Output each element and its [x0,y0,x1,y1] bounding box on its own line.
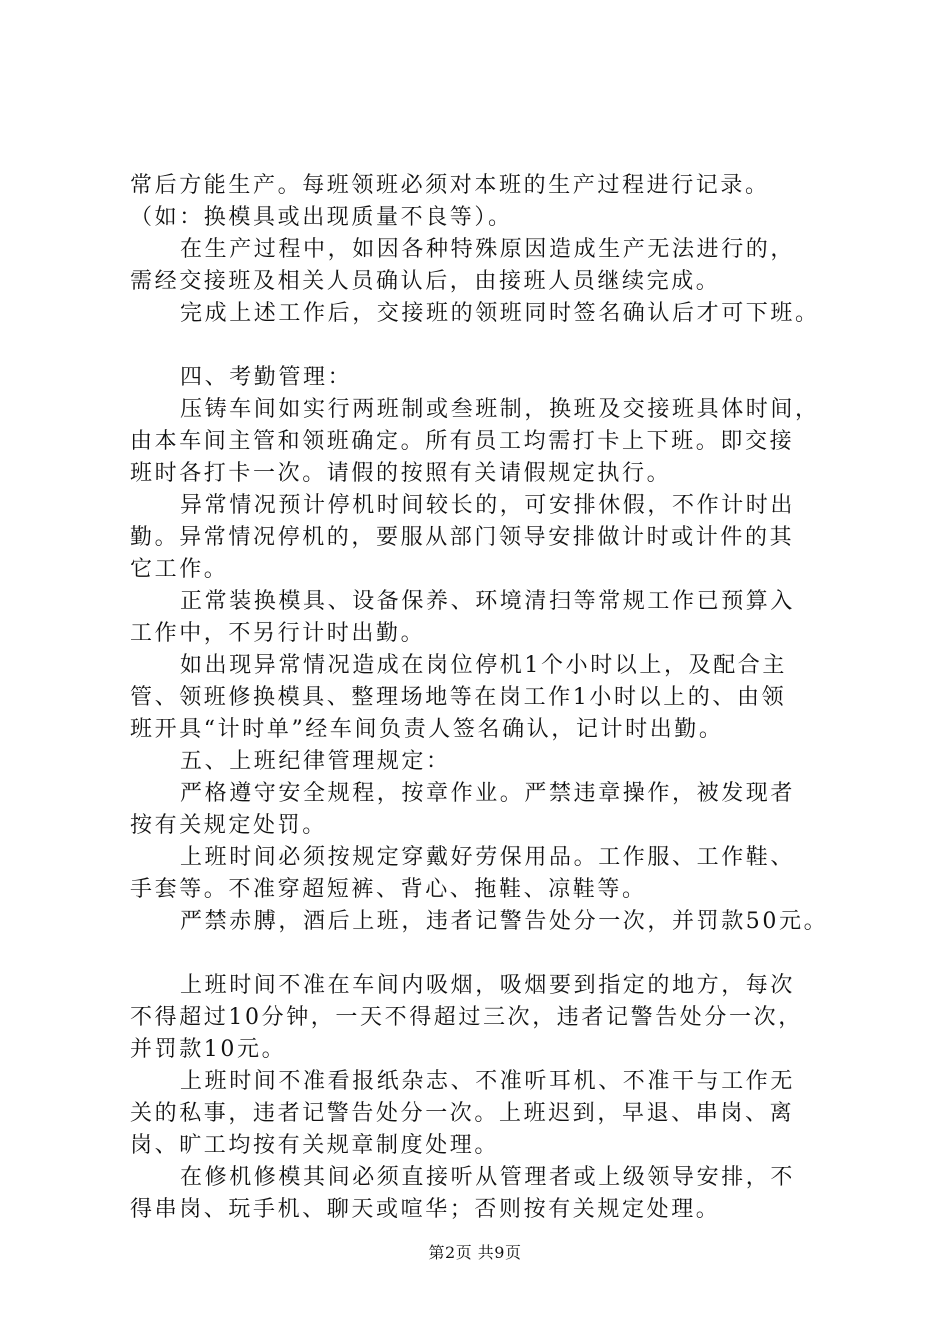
text-line: 关的私事，违者记警告处分一次。上班迟到，早退、串岗、离 [130,1101,795,1126]
section-heading: 四、考勤管理： [180,365,353,390]
text-line: 手套等。不准穿超短裤、背心、拖鞋、凉鞋等。 [130,877,647,902]
text-line: 严格遵守安全规程，按章作业。严禁违章操作，被发现者 [180,781,796,806]
text-line: 异常情况预计停机时间较长的，可安排休假，不作计时出 [180,493,796,518]
text-line: （如：换模具或出现质量不良等）。 [130,205,513,230]
text-line: 班开具“计时单”经车间负责人签名确认，记计时出勤。 [130,717,724,742]
text-line: 不得超过10分钟，一天不得超过三次，违者记警告处分一次， [130,1005,803,1030]
page-number-footer: 第2页 共9页 [428,1243,522,1262]
text-line: 管、领班修换模具、整理场地等在岗工作1小时以上的、由领 [130,685,787,710]
text-line: 班时各打卡一次。请假的按照有关请假规定执行。 [130,461,672,486]
text-line: 由本车间主管和领班确定。所有员工均需打卡上下班。即交接 [130,429,795,454]
text-line: 上班时间必须按规定穿戴好劳保用品。工作服、工作鞋、 [180,845,796,870]
text-line: 在修机修模其间必须直接听从管理者或上级领导安排，不 [180,1165,796,1190]
text-line: 岗、旷工均按有关规章制度处理。 [130,1133,500,1158]
text-line: 得串岗、玩手机、聊天或喧华；否则按有关规定处理。 [130,1197,721,1222]
text-line: 工作中，不另行计时出勤。 [130,621,426,646]
text-line: 正常装换模具、设备保养、环境清扫等常规工作已预算入 [180,589,796,614]
paragraph-gap [130,330,860,362]
text-line: 需经交接班及相关人员确认后，由接班人员继续完成。 [130,269,721,294]
text-line: 它工作。 [130,557,229,582]
text-line: 按有关规定处罚。 [130,813,327,838]
text-line: 严禁赤膊，酒后上班，违者记警告处分一次，并罚款50元。 [180,909,829,934]
text-line: 压铸车间如实行两班制或叁班制，换班及交接班具体时间， [180,397,820,422]
text-line: 在生产过程中，如因各种特殊原因造成生产无法进行的， [180,237,796,262]
text-line: 完成上述工作后，交接班的领班同时签名确认后才可下班。 [180,301,820,326]
text-line: 并罚款10元。 [130,1037,287,1062]
document-body [130,170,860,1226]
text-line: 上班时间不准在车间内吸烟，吸烟要到指定的地方，每次 [180,973,796,998]
text-line: 常后方能生产。每班领班必须对本班的生产过程进行记录。 [130,173,770,198]
text-line: 如出现异常情况造成在岗位停机1个小时以上，及配合主 [180,653,787,678]
section-heading: 五、上班纪律管理规定： [180,749,451,774]
text-line: 上班时间不准看报纸杂志、不准听耳机、不准干与工作无 [180,1069,796,1094]
paragraph-gap [130,938,860,970]
text-line: 勤。异常情况停机的，要服从部门领导安排做计时或计件的其 [130,525,795,550]
